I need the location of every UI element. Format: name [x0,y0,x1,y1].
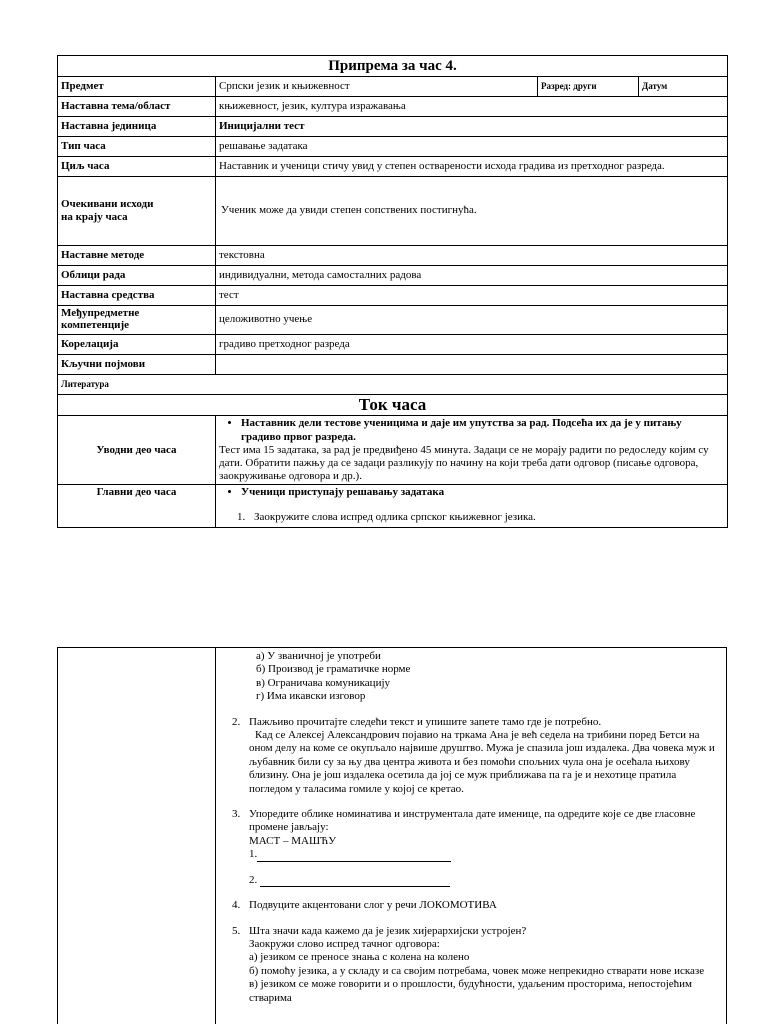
goal-label: Циљ часа [58,157,216,177]
intro-part-label: Уводни део часа [58,416,216,485]
question-3-number: 3. [232,808,241,821]
work-forms-value: индивидуални, метода самосталних радова [216,266,728,286]
outcomes-value: Ученик може да увиди степен сопствених постигнућа. [216,177,728,246]
question-3-words: МАСТ – МАШЋУ [249,834,336,847]
key-terms-label: Кључни појмови [58,355,216,375]
lesson-prep-table [57,55,728,528]
question-1-number: 1. [237,510,246,523]
main-bullet: • Ученици приступају решавању задатака [241,486,724,499]
goal-value: Наставник и ученици стичу увид у степен остварености исхода градива из претходног разреда. [216,157,728,177]
work-forms-label: Облици рада [58,266,216,286]
intro-text: Тест има 15 задатака, за рад је предвиђено 45 минута. Задаци се не морају радити по редоследу којим су дати. Обратити пажњу да се задаци разликују по начину на који треба дати одговор (писање одговора, заокруживање одговора и др.). [219,443,709,483]
answer-line-2[interactable]: 2. [249,874,722,887]
subject-value: Српски језик и књижевност [216,77,538,97]
question-3 [232,808,722,887]
lesson-flow-title: Ток часа [58,395,728,416]
intro-part-content [216,416,728,485]
outcomes-label [58,177,216,246]
question-4-text: Подвуците акцентовани слог у речи ЛОКОМОТИВА [249,899,497,912]
question-1 [219,511,724,524]
question-1-text: Заокружите слова испред одлика српског књижевног језика. [254,510,536,523]
competencies-value: целоживотно учење [216,306,728,335]
q1-option-v: в) Ограничава комуникацију [256,676,391,689]
main-bullet-list [219,486,724,499]
continuation-left-cell [58,648,216,1024]
continuation-table [57,647,727,1024]
question-5-text: Шта значи када кажемо да је језик хијерархијски устројен? [249,924,527,937]
lesson-type-value: решавање задатака [216,137,728,157]
resources-label: Наставна средства [58,286,216,306]
main-part-content [216,485,728,528]
question-5-number: 5. [232,924,241,937]
q1-option-g: г) Има икавски изговор [256,690,366,703]
subject-label: Предмет [58,77,216,97]
q1-option-b: б) Производ је граматичке норме [256,663,411,676]
competencies-label-line2: компетенције [61,319,130,331]
q1-option-a: а) У званичној је употреби [256,650,381,662]
question-4-number: 4. [232,899,241,912]
methods-label: Наставне методе [58,246,216,266]
question-1-options [232,650,722,704]
question-5-instruction: Заокружи слово испред тачног одговора: [249,937,440,950]
correlation-value: градиво претходног разреда [216,335,728,355]
question-4 [232,899,722,912]
key-terms-value [216,355,728,375]
intro-bullet-list [219,417,724,443]
question-3-text: Упоредите облике номинатива и инструментала дате именице, па одредите које се две гласовне промене јављају: [249,808,696,834]
q5-option-v: в) језиком се може говорити и о прошлости, будућности, удаљеним просторима, непостојећим стварима [249,978,692,1004]
q5-option-b: б) помоћу језика, а у складу и са својим потребама, човек може непрекидно стварати нове исказе [249,964,705,977]
question-2-number: 2. [232,715,241,728]
question-2-passage: Кад се Алексеј Александрович појавио на тркама Ана је већ седела на трибини поред Бетси на оном делу на коме се окупљало највише друштво. Мужа је спазила још издалека. Два човека муж и љубавник били су за њу два центра живота и без помоћи спољних чула она је осећала њихову близину. Она је још издалека осетила да јој се муж приближава па га је и нехотице пратила погледом у таласима гомиле у којој се кретао. [249,729,715,795]
main-part-label: Главни део часа [58,485,216,528]
unit-label: Наставна јединица [58,117,216,137]
unit-value: Иницијални тест [216,117,728,137]
competencies-label-line1: Међупредметне [61,307,140,320]
question-2 [232,716,722,796]
intro-bullet: • Наставник дели тестове ученицима и даје им упутства за рад. Подсећа их да је у питању градиво првог разреда. [241,417,724,443]
correlation-label: Корелација [58,335,216,355]
answer-line-1[interactable]: 1. [249,848,722,861]
continuation-right-cell [216,648,726,1024]
topic-value: књижевност, језик, култура изражавања [216,97,728,117]
topic-label: Наставна тема/област [58,97,216,117]
q5-option-a: а) језиком се преносе знања с колена на колено [249,951,470,964]
grade-cell: Разред: други [538,77,639,97]
competencies-label [58,306,216,335]
lesson-type-label: Тип часа [58,137,216,157]
methods-value: текстовна [216,246,728,266]
literature-label: Литература [58,375,728,395]
question-2-text: Пажљиво прочитајте следећи текст и упишите запете тамо где је потребно. [249,715,602,728]
question-5 [232,925,722,1005]
outcomes-label-line1: Очекивани исходи [61,197,154,210]
page-title: Припрема за час 4. [58,56,728,77]
date-cell: Датум [639,77,728,97]
outcomes-label-line2: на крају часа [61,211,128,223]
resources-value: тест [216,286,728,306]
